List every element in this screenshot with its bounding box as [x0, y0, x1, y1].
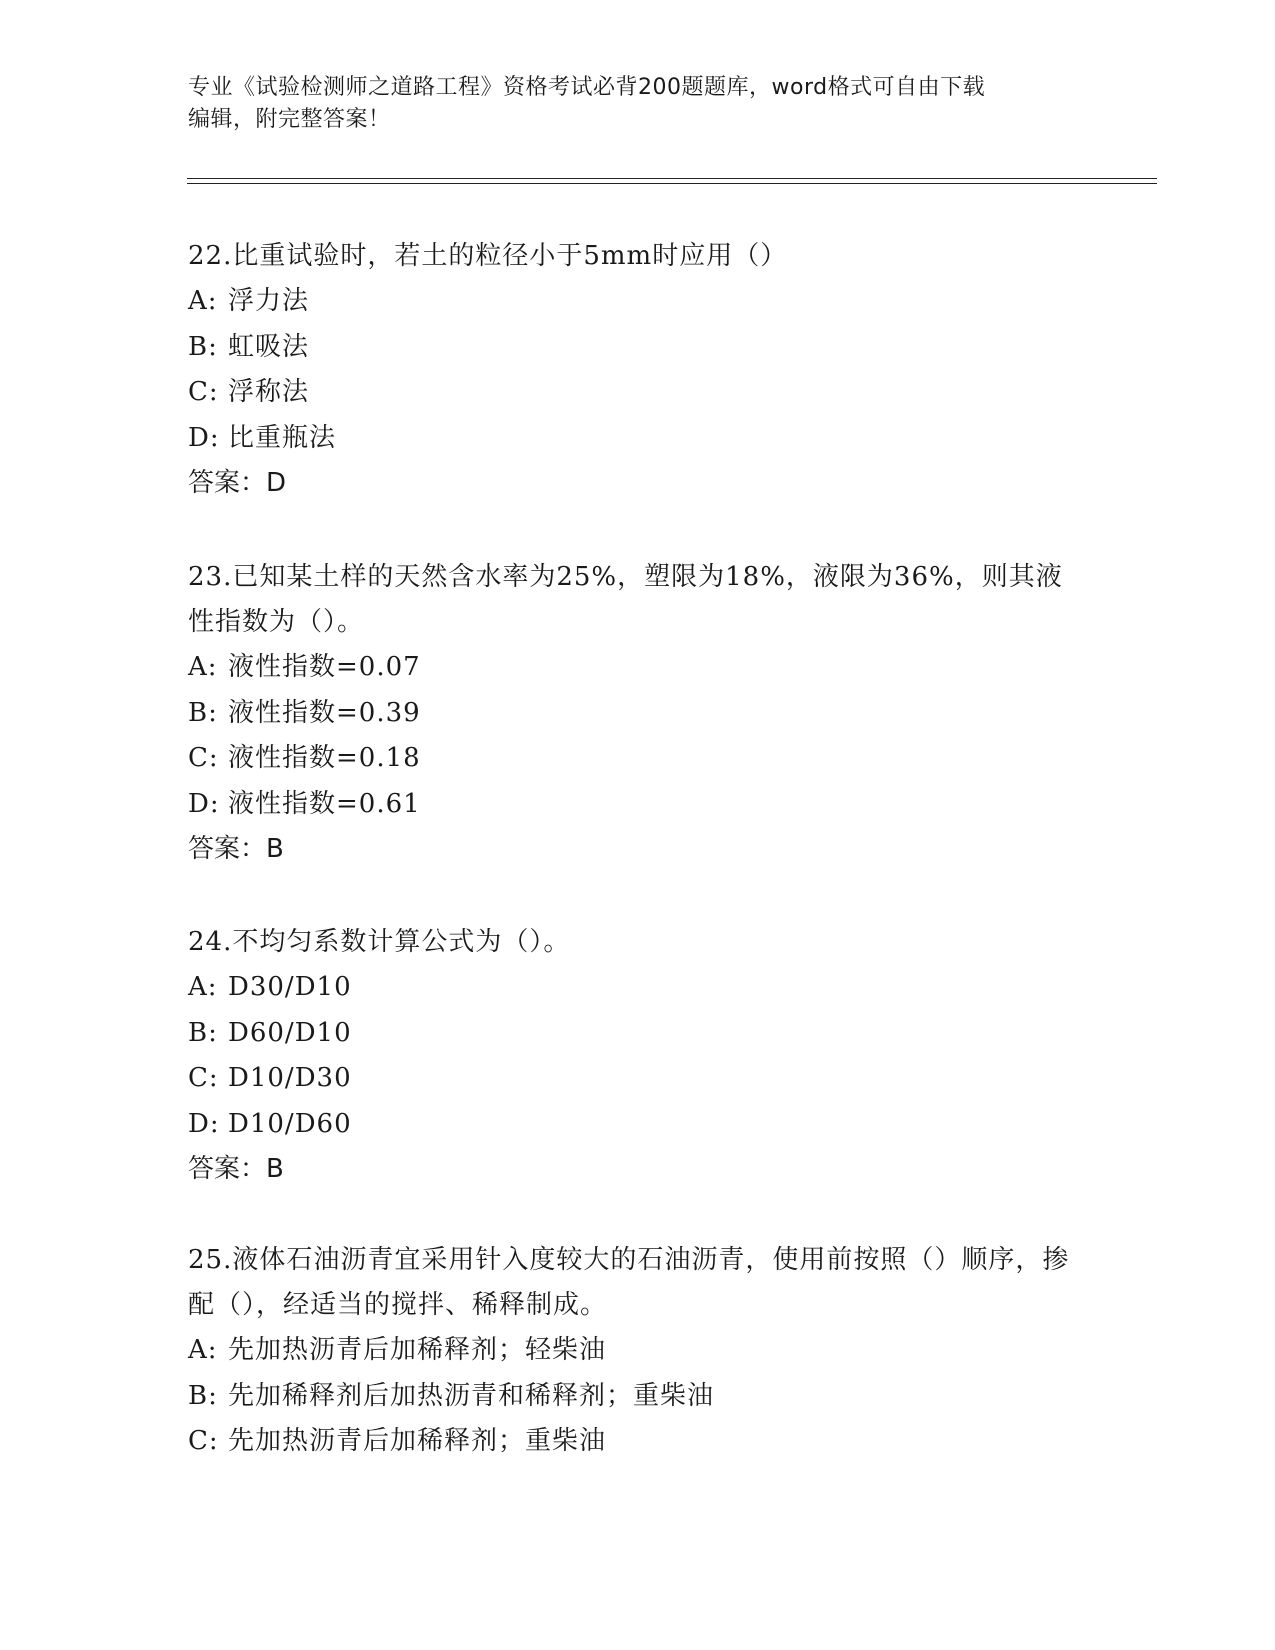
header-divider-bottom [187, 183, 1157, 184]
answer-line: 答案：B [188, 834, 284, 864]
option-text: D10/D60 [228, 1108, 352, 1139]
header-line-2: 编辑，附完整答案！ [188, 107, 391, 132]
option-letter: B: [188, 1380, 218, 1411]
option-text: D10/D30 [228, 1063, 352, 1093]
option-b [188, 691, 1088, 737]
option-letter: D: [188, 422, 220, 453]
option-letter: C: [188, 1426, 219, 1456]
option-text: 液性指数=0.61 [228, 788, 421, 819]
header-divider-top [187, 178, 1157, 179]
option-c [188, 1419, 1088, 1465]
option-text: 先加热沥青后加稀释剂；轻柴油 [228, 1335, 607, 1365]
option-letter: B: [188, 331, 218, 362]
option-c [188, 1056, 1088, 1102]
option-letter: A: [188, 286, 218, 316]
question-24 [188, 920, 1088, 1192]
option-c [188, 370, 1088, 416]
option-d [188, 782, 1088, 828]
option-letter: D: [188, 1108, 220, 1139]
option-c [188, 736, 1088, 782]
option-text: 浮力法 [228, 286, 310, 316]
question-text: 24.不均匀系数计算公式为（）。 [188, 927, 571, 957]
option-d [188, 416, 1088, 462]
option-letter: C: [188, 1063, 219, 1093]
option-text: 浮称法 [228, 377, 310, 407]
answer-line: 答案：D [188, 468, 287, 498]
option-text: 先加热沥青后加稀释剂；重柴油 [228, 1426, 607, 1456]
option-a [188, 965, 1088, 1011]
option-letter: C: [188, 377, 219, 407]
option-a [188, 645, 1088, 691]
option-text: 液性指数=0.07 [228, 652, 421, 682]
question-text: 25.液体石油沥青宜采用针入度较大的石油沥青，使用前按照（）顺序，掺配（），经适当的搅拌、稀释制成。 [188, 1245, 1070, 1320]
option-letter: A: [188, 652, 218, 682]
option-b [188, 1011, 1088, 1057]
document-header [188, 72, 1088, 136]
question-25 [188, 1238, 1088, 1465]
option-text: 液性指数=0.39 [228, 697, 421, 728]
option-text: D60/D10 [228, 1017, 352, 1048]
option-text: 比重瓶法 [228, 422, 337, 453]
option-d [188, 1102, 1088, 1148]
option-letter: C: [188, 743, 219, 773]
option-a [188, 279, 1088, 325]
option-text: D30/D10 [228, 972, 352, 1002]
question-23 [188, 555, 1088, 872]
option-letter: B: [188, 697, 218, 728]
question-22 [188, 234, 1088, 506]
option-letter: A: [188, 972, 218, 1002]
option-letter: A: [188, 1335, 218, 1365]
option-text: 液性指数=0.18 [228, 743, 421, 773]
option-b [188, 1374, 1088, 1420]
answer-line: 答案：B [188, 1154, 284, 1184]
question-text: 22.比重试验时，若土的粒径小于5mm时应用（） [188, 241, 788, 271]
question-text: 23.已知某土样的天然含水率为25%，塑限为18%，液限为36%，则其液性指数为（）。 [188, 562, 1063, 637]
option-a [188, 1328, 1088, 1374]
option-letter: B: [188, 1017, 218, 1048]
option-letter: D: [188, 788, 220, 819]
option-b [188, 325, 1088, 371]
option-text: 虹吸法 [228, 331, 310, 362]
option-text: 先加稀释剂后加热沥青和稀释剂；重柴油 [228, 1380, 715, 1411]
header-line-1: 专业《试验检测师之道路工程》资格考试必背200题题库，word格式可自由下载 [188, 75, 986, 100]
